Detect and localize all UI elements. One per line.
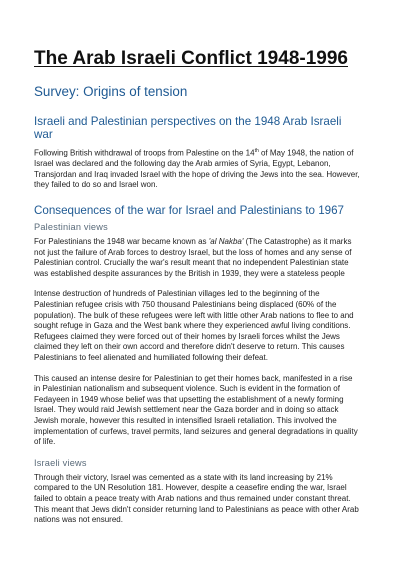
paragraph-nakba <box>34 237 360 279</box>
document-title: The Arab Israeli Conflict 1948-1996 <box>34 48 348 69</box>
subheading-palestinian-views: Palestinian views <box>34 222 108 233</box>
section-heading-consequences: Consequences of the war for Israel and Palestinians to 1967 <box>34 204 345 218</box>
section-perspectives <box>34 115 360 191</box>
survey-subtitle: Survey: Origins of tension <box>34 84 188 99</box>
emphasis-al-nakba: 'al Nakba' <box>208 237 244 247</box>
subheading-israeli-views: Israeli views <box>34 457 87 468</box>
paragraph-israeli-victory: Through their victory, Israel was cemented as a state with its land increasing by 21% compared to the UN Resolution 181. However, despite a ceasefire ending the war, Israel failed to obtain a peace treaty with Arab nations and thus remained under constant threat. This meant that Jews didn't consider returning land to Palestinians as peace with other Arab nations was not ensured. <box>34 472 359 525</box>
paragraph-text: (The Catastrophe) as it marks not just the failure of Arab forces to destroy Israel, but the loss of homes and any sense of Palestinian control. Crucially the war's result meant that no independent Palestinian state was established despite assurances by the British in 1939, they were a stateless people <box>34 237 352 278</box>
section-consequences <box>34 204 360 526</box>
section-heading-perspectives: Israeli and Palestinian perspectives on the 1948 Arab Israeli war <box>34 115 342 141</box>
paragraph-text: of May 1948, the nation of Israel was declared and the following day the Arab armies of Syria, Egypt, Lebanon, Transjordan and Iraq invaded Israel with the hope of driving the Jews into the sea. However, they failed to do so and Israel won. <box>34 148 360 190</box>
paragraph-refugee-crisis: Intense destruction of hundreds of Palestinian villages led to the beginning of the Palestinian refugee crisis with 750 thousand Palestinians being displaced (60% of the population). The bulk of these refugees were left with little other Arab nations to flee to and sought refuge in Gaza and the West bank where they experienced awful living conditions. Refugees claimed they were forced out of their homes by Israeli forces whilst the Jews claimed they left on their own accord and therefore didn't deserve to return. This causes Palestinians to feel alienated and humiliated following their defeat. <box>34 289 354 362</box>
paragraph-text: Following British withdrawal of troops from Palestine on the 14 <box>34 148 255 158</box>
paragraph-text: For Palestinians the 1948 war became known as <box>34 237 209 247</box>
paragraph-british-withdrawal <box>34 146 360 191</box>
paragraph-nationalism: This caused an intense desire for Palestinian to get their homes back, manifested in a rise in Palestinian nationalism and subsequent violence. Such is evident in the formation of Fedayeen in 1949 whose belief was that upsetting the establishment of a newly forming Israel. They would raid Jewish settlement near the Gaza border and in doing so attack Jewish morale, however this resulted in intensified Israeli retaliation. This involved the implementation of curfews, travel permits, land seizures and general degradations in quality of life. <box>34 373 358 447</box>
superscript-th: th <box>254 148 259 154</box>
